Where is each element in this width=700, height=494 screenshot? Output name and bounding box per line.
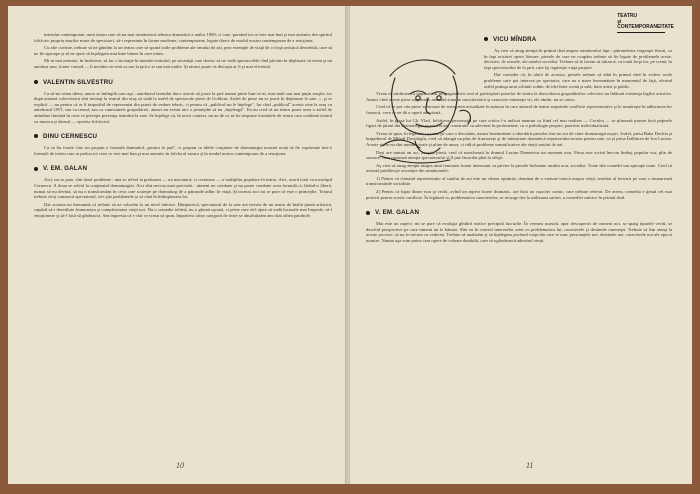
section-heading	[484, 36, 672, 43]
running-head-line: şi	[617, 18, 622, 25]
paragraph: Cred că se pot cita piese valoroase de stringentă actualitate în măsura în care autorul de teatru surprinde conflicte reprezentative şi le urmăreşte în adîncimea lor firească, ceea ce ne dă o operă adevărată.	[366, 104, 672, 115]
section-heading	[34, 165, 332, 172]
page-number: 11	[526, 461, 534, 470]
paragraph: Vreau să subliniez că imperativul propagandistic real al participării pieselor de teatru la dezvoltarea gospodăriilor colective nu înlătură existenţa legilor artistice. Atunci cînd aceste piese surprind o anumită situaţie caracteristică şi caractere omeneşti vii, ele rămîn, nu se uitesc.	[366, 91, 672, 102]
vicu-mindra-block	[484, 36, 672, 89]
bullet-icon	[34, 167, 38, 171]
paragraph: 1) Pentru că climatul reprezentativ al satului de azi este un climat optimist, dominat de o viziune tonică asupra vieţii, rezultat al fericirii pe care o instaurează transformările socialiste.	[366, 175, 672, 187]
running-head	[617, 14, 674, 33]
paragraph: Dar consider că, în afară de aceasta, piesele trebuie să aibă în primul rînd în vedere acele probleme care pot interesa pe spectator, care au o mare însemnătate în momentul de faţă, oferind astfel putinţa unui schimb rodnic de idei între scenă şi sală, între artist şi public.	[484, 72, 672, 89]
paragraph: Aş vrea să atrag atenţia în primul rînd asupra următorului fapt : pătrunderea exigenţei firesti, ca în faţa oricărei opere literare, piesele de care ne ocupăm trebuie să fie legate de problemele acute, decisive, de actuale, ale satului socialist. Trebuie să le facem să trăiască, cu toată forţa lor, pe scenă, în faţa spectatorului de la ţară, care îşi regăseşte viaţa proprie.	[484, 48, 672, 70]
running-head-line: TEATRU	[617, 13, 638, 19]
paragraph: Mi-ai mai permite, în încheiere, să fac o invitaţie în numele teatrului: pe tovarăşii care doresc să ne vadă spectacolele cînd plecăm în deplasare să avem şi un autobuz nou, foarte comod — îi invităm să vină cu noi la ţară o zi sau mai multe. Şi atunci poate că discuţia ar fi şi mai eficientă.	[34, 58, 332, 69]
paragraph: Ca să fiu foarte clar, nu propun o formulă dramatică „pentru la ţară", ci propun ca ideile conţinute de dramaturgia noastră nouă să fie exprimate într-o formulă de teatru care ar prelua tot ceea ce este mai bun şi mai autentic în folclorul nostru şi în modul nostru contemporan de a reacţiona.	[34, 145, 332, 156]
speaker-name: V. EM. GALAN	[43, 165, 88, 173]
paragraph: Vreau să spun, în legătură cu tema pe care o discutăm, marea însemnătate a abordării pieselor într-un act de către dramaturgii noştri. Astfel, piesa Baba Dochia şi brigadierul de Mihail Davidoglu, cred că adaugă un plus de frumuseţe şi de intensitate dramatică repertoriului nostru pentru sate, ca şi piesa Întîlnirea de Ion Lucian. Aceste piese nu sînt numai vioaie şi pline de umor, ci ridică probleme semnificative ale vieţii satului de azi.	[366, 130, 672, 147]
paragraph: teatrului contemporan, unui teatru care să nu mai urmărească tehnica dramatică a anilor 1900, ci care, pornind tot ce este mai bun şi mai autentic din spiritul folcloric propriu marilor mase de spectatori, să-i reprezinte în forme moderne, contemporane, legate direct de modul nostru contemporan de a reacţiona.	[34, 32, 332, 43]
paragraph: Aş vrea să atrag atenţia asupra unui fenomen foarte interesant cu privire la piesele închinate satului nou, socialist. Toate sînt comedii sau aproape toate. Cred că această predilecţie izvorăşte din următoarele:	[366, 162, 672, 174]
paragraph: Dar aceasta nu înseamnă că trebuie să ne coborîm la un nivel inferior. Dimpotrivă, spectatorul de la sate are nevoie de un teatru de înaltă ţinută artistică, capabil să-i dezvăluie frumuseţea şi complexitatea vieţii noi. Nu o comedie ieftină, nu o glumă uşoară, ci piese care să-l ajute să vadă lucrurile mai limpede, să-l emoţioneze şi să-l facă să gîndească. Am impresia că e clar ce vreau să spun. Impotriva căror categorii de texte se absolutizăm am citat atîtea parabole.	[34, 201, 332, 218]
left-page-content	[34, 32, 332, 220]
bullet-icon	[366, 211, 370, 215]
section-heading	[34, 79, 332, 86]
right-page	[350, 6, 692, 484]
running-head-line: CONTEMPORANEITATE	[617, 24, 674, 30]
paragraph: Deşi are numai un act, această piesă, cred că marchează în drumul Lucian Demetrius un moment nou. Piesa este scrisă într-un limbaj popular viu, plin de savoare, care captează atenţia spectatorului şi îl ţine încordat pînă la sfîrşit.	[366, 149, 672, 161]
bullet-icon	[34, 134, 38, 138]
vicu-mindra-continued	[366, 91, 672, 200]
speaker-name: VICU MÎNDRA	[493, 36, 537, 43]
paragraph: Astfel, în piesa lui Gh. Vlad, Infrăţirea, personajul pe care critica l-a indicat unanim ca fiind cel mai realizat — Coculeţ — se plasează printre încă puţinele figuri de ţărani din dramaturgia noastră nouă, construite cu adevărat în profunzime, cu o psihologie proprie, puternic individualizată.	[366, 117, 672, 129]
page-number: 10	[176, 461, 184, 470]
bullet-icon	[484, 37, 488, 41]
paragraph: Aici, mi se pare, sînt două probleme : una se referă la preluarea — nu mecanică, ci creatoare — a tradiţiilor populare în teatru. Aici, acord total cu tovarăşul Cernescu. A doua se referă la conţinutul dramaturgiei. Aici sînt nevoia unei precizări : nimeni nu combate şi nu poate combate acea formulă ci, lăsînd-o liberă, numai să nu devină, să nu o transformăm în ceva care scuteşte pe dramaturg de a pătrunde adînc în viaţă. Şi tocmai aici mi se pare că este o primejdie. Teatrul trebuie să-şi cunoască spectatorul, să-i ştie problemele şi să vină în întîmpinarea lor.	[34, 177, 332, 200]
section-heading	[34, 133, 332, 140]
paragraph: 2) Pentru că lupta dintre nou şi vechi, avînd un aspect foarte dramatic, are încă un caracter comic, care trebuie relevat. De aceea, comedia e genul cel mai potrivit pentru aceste conflicte. În legătură cu problematica caracterelor, se recurge des la utilizarea satirei, a comediei satirice în primul rînd.	[366, 189, 672, 200]
paragraph: Cu alte cuvinte, trebuie să ne gândim la un teatru care să spună noile probleme ale omului de azi, prin exemple de viaţă de o forţă artistică deosebită, care să ne fie aproape şi să ne ajute să înţelegem mai bine lumea în care trăim.	[34, 45, 332, 56]
bullet-icon	[34, 80, 38, 84]
speaker-name: VALENTIN SILVESTRU	[43, 78, 114, 86]
left-page	[8, 6, 347, 484]
speaker-name: DINU CERNESCU	[43, 133, 98, 141]
speaker-name: V. EM. GALAN	[375, 209, 420, 217]
section-heading	[366, 209, 672, 216]
paragraph: Mai este un aspect: mi se pare că evoluţia gîndirii etatice precipită lucrurile. În vremea noastră, apar descoperiri de oameni noi, se sparg tiparele vechi, se deschid perspective pe care nimeni nu le bănuia. Sînt eu în centrul intereselor artei cu problematica lui, caracterele şi destinele omeneşti. Trebuie să fim atenţi la aceste procese, să nu le trecem cu vederea. Trebuie să analizăm şi să înţelegem profund viaţa din care se nasc personajele noi, destinele noi, caracterele noi ale epocii noastre. Numai aşa vom putea crea opere de valoare durabilă, care să oglindească adevărul vieţii.	[366, 221, 672, 244]
right-page-content	[366, 32, 672, 246]
paragraph: Ca să-mi reiau ideea, unora se întîmplă cam aşa : autobuzul teatrului duce actorii să joace la ţară numai piese bun-ce-ai, mai mult sau mai puţin reuşite, iar după amiază colectivistii sînt invitaţi la teatrul din oraş să vadă la astfel de spectacole piese de Goldoni. Astfel de piese nu se joacă în deplasare la sate — şi se explică — nu pentru că ar fi imposibil de reprezentat din punct de vedere tehnic, ci pentru că „publicul nu le înţelege". Iar cînd „publicul" acesta vine la oraş cu autobuzul ONT, sau cu trenul, sau cu camioanele gospodăriei, atunci nu există nici o primejdie să nu „înţeleagă". Eu nu cred că un teatru poate avea o astfel de atitudine limitată în ceea ce priveşte prezenţa teatrului la sate. Se înţelege că, în acest context, nu au de ce să fie respinse formulele de teatru care combină teatrul cu muzica şi dansul — opereta folclorică.	[34, 90, 332, 124]
